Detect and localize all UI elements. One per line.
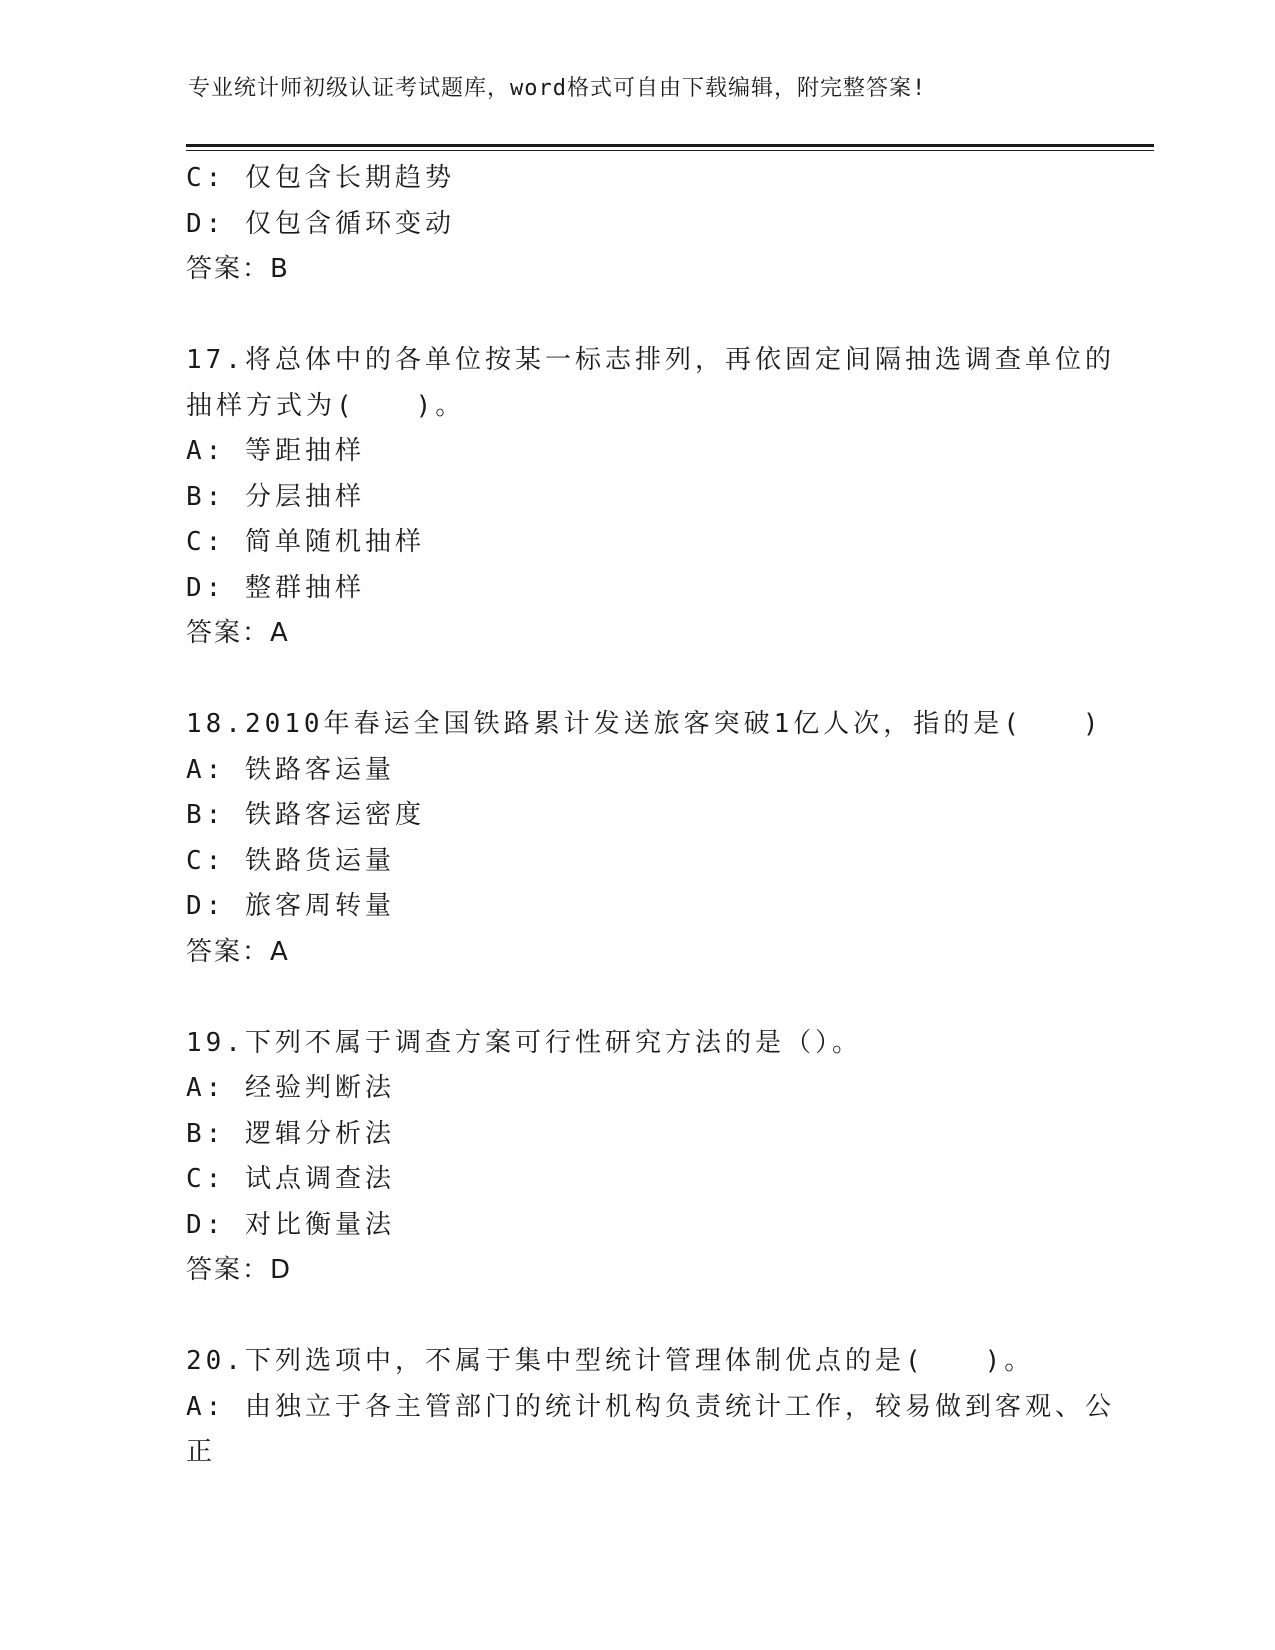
header-rule-thick [186, 144, 1154, 147]
question-19-text: 19.下列不属于调查方案可行性研究方法的是（）。 [186, 1027, 862, 1058]
question-18-option-a: A: 铁路客运量 [186, 754, 395, 785]
question-18-text: 18.2010年春运全国铁路累计发送旅客突破1亿人次，指的是( ) [186, 709, 1103, 739]
question-18-answer: 答案：A [186, 936, 290, 967]
question-17-text-line2: 抽样方式为( )。 [186, 390, 466, 421]
option-d: D: 仅包含循环变动 [186, 208, 455, 239]
question-18-option-d: D: 旅客周转量 [186, 891, 395, 921]
question-19-answer: 答案：D [186, 1255, 293, 1285]
option-c: C: 仅包含长期趋势 [186, 163, 455, 193]
question-19-option-c: C: 试点调查法 [186, 1164, 395, 1194]
question-17-text-line1: 17.将总体中的各单位按某一标志排列，再依固定间隔抽选调查单位的 [186, 345, 1115, 375]
spacer [186, 657, 1086, 703]
question-20-text: 20.下列选项中，不属于集中型统计管理体制优点的是( )。 [186, 1346, 1035, 1376]
header-rule-thin [186, 150, 1154, 151]
question-17-option-b: B: 分层抽样 [186, 481, 365, 512]
question-17-option-d: D: 整群抽样 [186, 572, 365, 603]
spacer [186, 975, 1086, 1021]
question-17-option-c: C: 简单随机抽样 [186, 527, 425, 557]
question-18-option-c: C: 铁路货运量 [186, 845, 395, 876]
question-18-option-b: B: 铁路客运密度 [186, 800, 425, 830]
question-19-option-b: B: 逻辑分析法 [186, 1118, 395, 1149]
question-20-option-a-line1: A: 由独立于各主管部门的统计机构负责统计工作，较易做到客观、公 [186, 1391, 1115, 1422]
question-content [186, 156, 1115, 1476]
question-17-answer: 答案：A [186, 618, 290, 648]
spacer [186, 1294, 1086, 1340]
answer-line: 答案：B [186, 254, 290, 284]
page-header: 专业统计师初级认证考试题库，word格式可自由下载编辑，附完整答案! [188, 76, 927, 101]
question-17-option-a: A: 等距抽样 [186, 436, 365, 466]
spacer [186, 293, 1086, 339]
question-20-option-a-line2: 正 [186, 1437, 217, 1467]
question-19-option-d: D: 对比衡量法 [186, 1209, 395, 1240]
question-19-option-a: A: 经验判断法 [186, 1073, 395, 1103]
